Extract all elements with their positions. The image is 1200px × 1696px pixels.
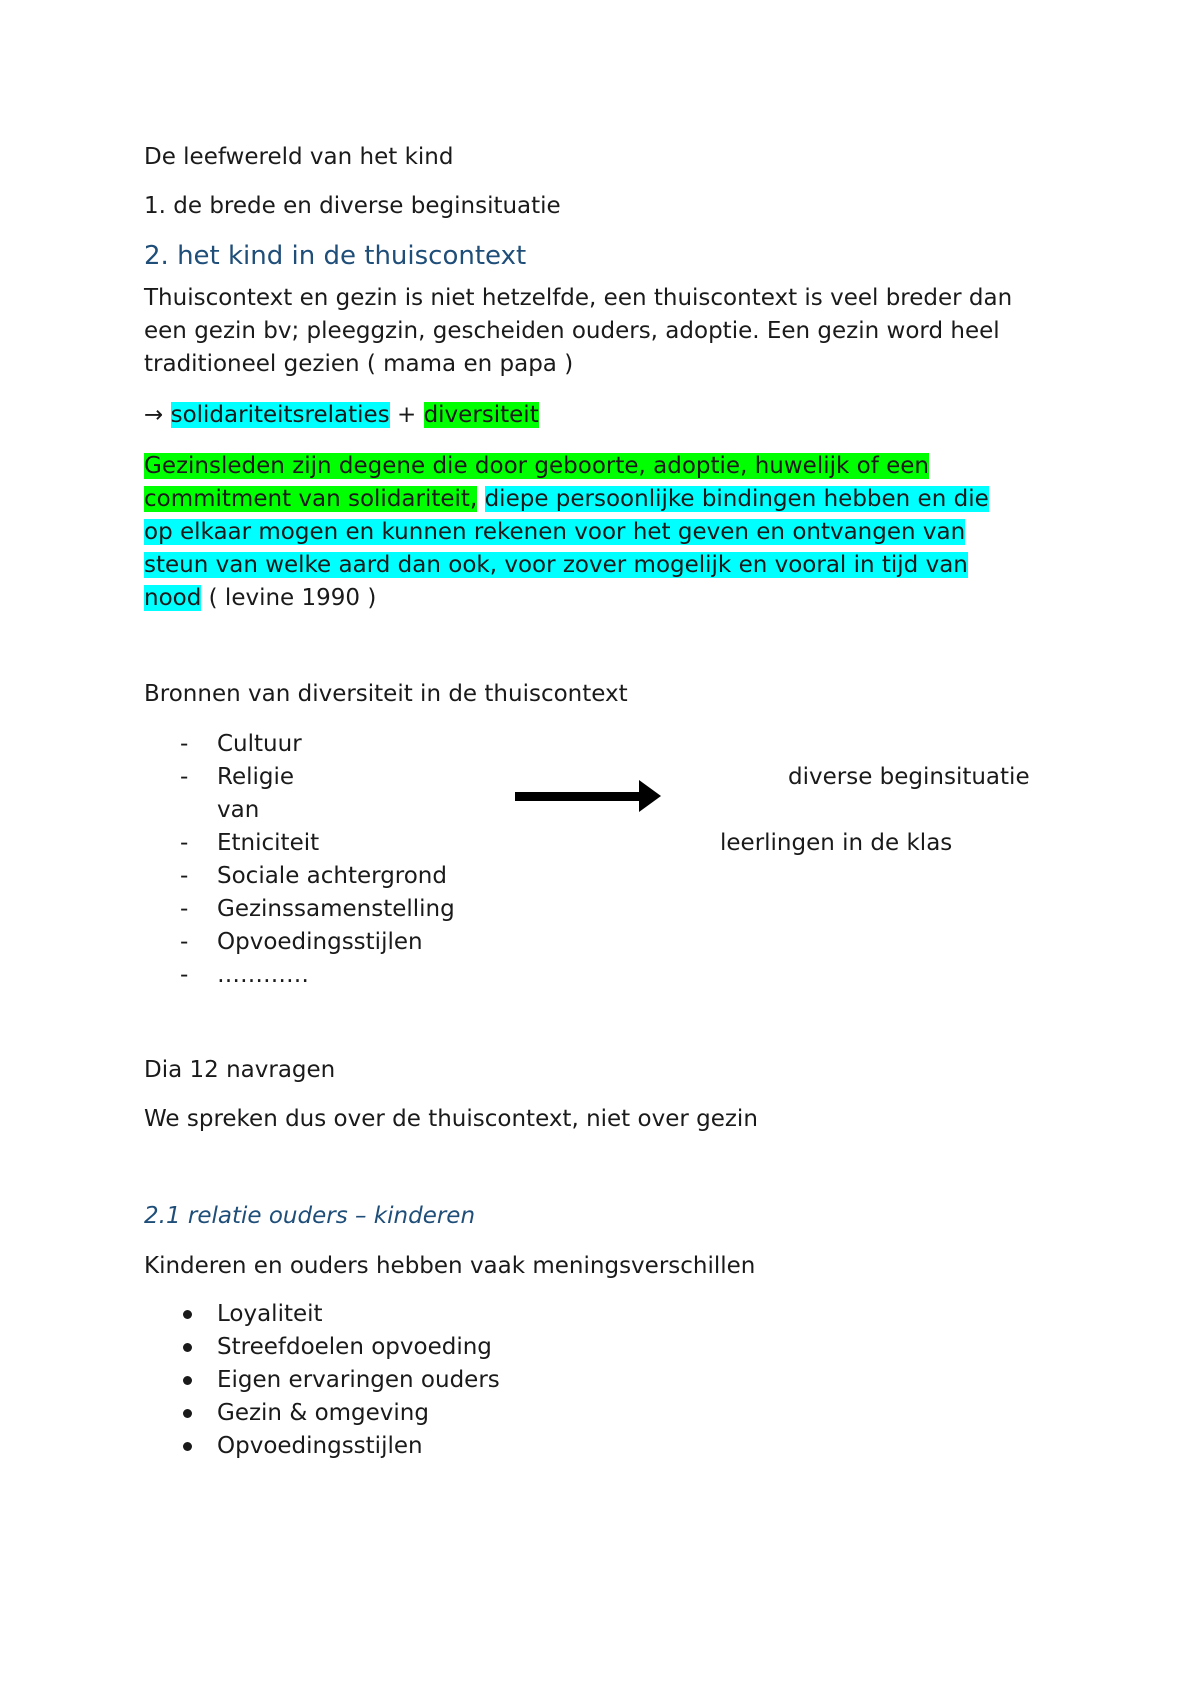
relation-item-opvoedingsstijlen: Opvoedingsstijlen bbox=[217, 1433, 423, 1459]
definition-line-3: op elkaar mogen en kunnen rekenen voor het geven en ontvangen van bbox=[144, 519, 966, 545]
term-diversiteit: diversiteit bbox=[423, 402, 539, 428]
diverse-beginsituatie-text: diverse beginsituatie bbox=[788, 764, 1030, 790]
source-item-ellipsis: ………… bbox=[217, 962, 309, 988]
relation-item-ervaringen: Eigen ervaringen ouders bbox=[217, 1367, 500, 1393]
arrow-icon: → bbox=[144, 402, 164, 428]
relations-line bbox=[144, 401, 539, 429]
dash-bullet: - bbox=[180, 962, 189, 988]
relation-item-loyaliteit: Loyaliteit bbox=[217, 1301, 323, 1327]
definition-line-2: commitment van solidariteit, diepe persoonlijke bindingen hebben en die bbox=[144, 486, 989, 512]
section-2-heading: 2. het kind in de thuiscontext bbox=[144, 241, 527, 271]
thuiscontext-note: We spreken dus over de thuiscontext, niet over gezin bbox=[144, 1106, 758, 1132]
source-item-sociale-achtergrond: Sociale achtergrond bbox=[217, 863, 447, 889]
dia-note: Dia 12 navragen bbox=[144, 1057, 336, 1083]
source-item-cultuur: Cultuur bbox=[217, 731, 302, 757]
definition-line-5: nood ( levine 1990 ) bbox=[144, 585, 377, 611]
subsection-heading: 2.1 relatie ouders – kinderen bbox=[144, 1203, 476, 1229]
document-title: De leefwereld van het kind bbox=[144, 144, 454, 170]
source-item-etniciteit: Etniciteit bbox=[217, 830, 320, 856]
term-solidariteitsrelaties: solidariteitsrelaties bbox=[170, 402, 390, 428]
dash-bullet: - bbox=[180, 731, 189, 757]
source-item-gezinssamenstelling: Gezinssamenstelling bbox=[217, 896, 455, 922]
section-1-heading: 1. de brede en diverse beginsituatie bbox=[144, 193, 561, 219]
relation-item-streefdoelen: Streefdoelen opvoeding bbox=[217, 1334, 492, 1360]
bullet-dot-icon bbox=[183, 1376, 192, 1385]
source-item-religie: Religie bbox=[217, 764, 295, 790]
bullet-dot-icon bbox=[183, 1442, 192, 1451]
paragraph-line-3: traditioneel gezien ( mama en papa ) bbox=[144, 351, 574, 377]
subsection-intro: Kinderen en ouders hebben vaak meningsverschillen bbox=[144, 1253, 756, 1279]
dash-bullet: - bbox=[180, 764, 189, 790]
plus-sign: + bbox=[396, 402, 417, 428]
bullet-dot-icon bbox=[183, 1343, 192, 1352]
dash-bullet: - bbox=[180, 929, 189, 955]
definition-line-4: steun van welke aard dan ook, voor zover mogelijk en vooral in tijd van bbox=[144, 552, 968, 578]
bullet-dot-icon bbox=[183, 1409, 192, 1418]
dash-bullet: - bbox=[180, 896, 189, 922]
source-item-opvoedingsstijlen: Opvoedingsstijlen bbox=[217, 929, 423, 955]
relation-item-gezin-omgeving: Gezin & omgeving bbox=[217, 1400, 429, 1426]
sources-heading: Bronnen van diversiteit in de thuiscontext bbox=[144, 681, 628, 707]
definition-line-1: Gezinsleden zijn degene die door geboorte, adoptie, huwelijk of een bbox=[144, 453, 929, 479]
paragraph-line-1: Thuiscontext en gezin is niet hetzelfde, een thuiscontext is veel breder dan bbox=[144, 285, 1013, 311]
dash-bullet: - bbox=[180, 863, 189, 889]
leerlingen-in-de-klas-text: leerlingen in de klas bbox=[720, 830, 953, 856]
dash-bullet: - bbox=[180, 830, 189, 856]
paragraph-line-2: een gezin bv; pleeggzin, gescheiden ouders, adoptie. Een gezin word heel bbox=[144, 318, 1000, 344]
bullet-dot-icon bbox=[183, 1310, 192, 1319]
right-arrow-icon bbox=[515, 778, 661, 814]
source-item-van: van bbox=[217, 797, 260, 823]
